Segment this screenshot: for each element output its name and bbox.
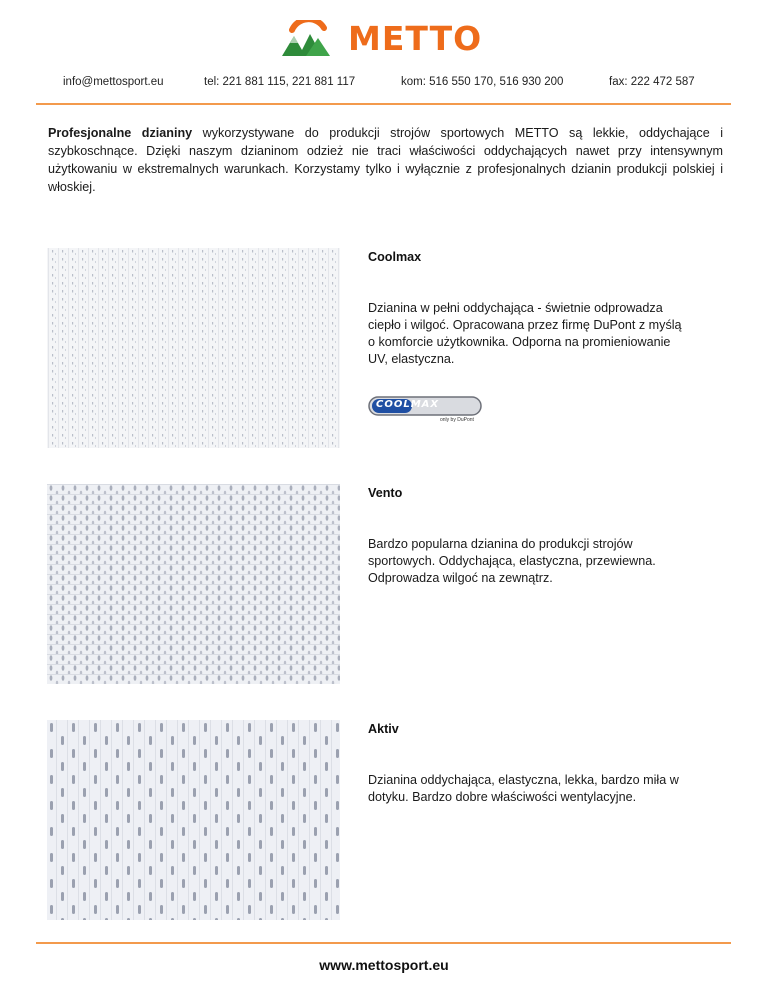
contact-tel: tel: 221 881 115, 221 881 117	[204, 76, 356, 88]
metto-mountain-icon	[280, 20, 342, 58]
vento-title: Vento	[368, 486, 403, 500]
aktiv-description: Dzianina oddychająca, elastyczna, lekka, bardzo miła w dotyku. Bardzo dobre właściwości wentylacyjne.	[368, 773, 679, 804]
contact-email[interactable]: info@mettosport.eu	[63, 76, 164, 88]
contact-kom: kom: 516 550 170, 516 930 200	[401, 76, 564, 88]
vento-fabric-swatch	[47, 484, 340, 684]
intro-bold-lead: Profesjonalne dzianiny	[48, 126, 193, 140]
coolmax-description: Dzianina w pełni oddychająca - świetnie odprowadza ciepło i wilgoć. Opracowana przez firmę DuPont z myślą o komforcie użytkownika. Odporna na promieniowanie UV, elastyczna.	[368, 301, 682, 366]
vento-description: Bardzo popularna dzianina do produkcji strojów sportowych. Oddychająca, elastyczna, przewiewna. Odprowadza wilgoć na zewnątrz.	[368, 537, 656, 585]
intro-paragraph	[48, 124, 723, 196]
aktiv-fabric-swatch	[47, 720, 340, 920]
footer-url[interactable]: www.mettosport.eu	[319, 957, 449, 973]
contact-fax: fax: 222 472 587	[609, 76, 695, 88]
coolmax-logo-badge	[368, 396, 484, 426]
aktiv-title: Aktiv	[368, 722, 399, 736]
coolmax-logo-sub: only by DuPont	[440, 417, 474, 423]
intro-text: wykorzystywane do produkcji strojów sportowych METTO są lekkie, oddychające i szybkoschnące. Dzięki naszym dzianinom odzież nie traci właściwości oddychających nawet przy intensywnym użytkowaniu w ekstremalnych warunkach. Korzystamy tylko i wyłącznie z profesjonalnych dzianin produkcji polskiej i włoskiej.	[48, 126, 723, 194]
coolmax-title: Coolmax	[368, 250, 422, 264]
metto-logo	[280, 18, 495, 60]
brand-name: METTO	[348, 19, 483, 58]
footer-divider	[36, 942, 731, 944]
header-divider	[36, 103, 731, 105]
coolmax-logo-text: COOLMAX	[376, 399, 440, 410]
contact-bar	[0, 76, 768, 92]
coolmax-fabric-swatch	[47, 248, 340, 448]
